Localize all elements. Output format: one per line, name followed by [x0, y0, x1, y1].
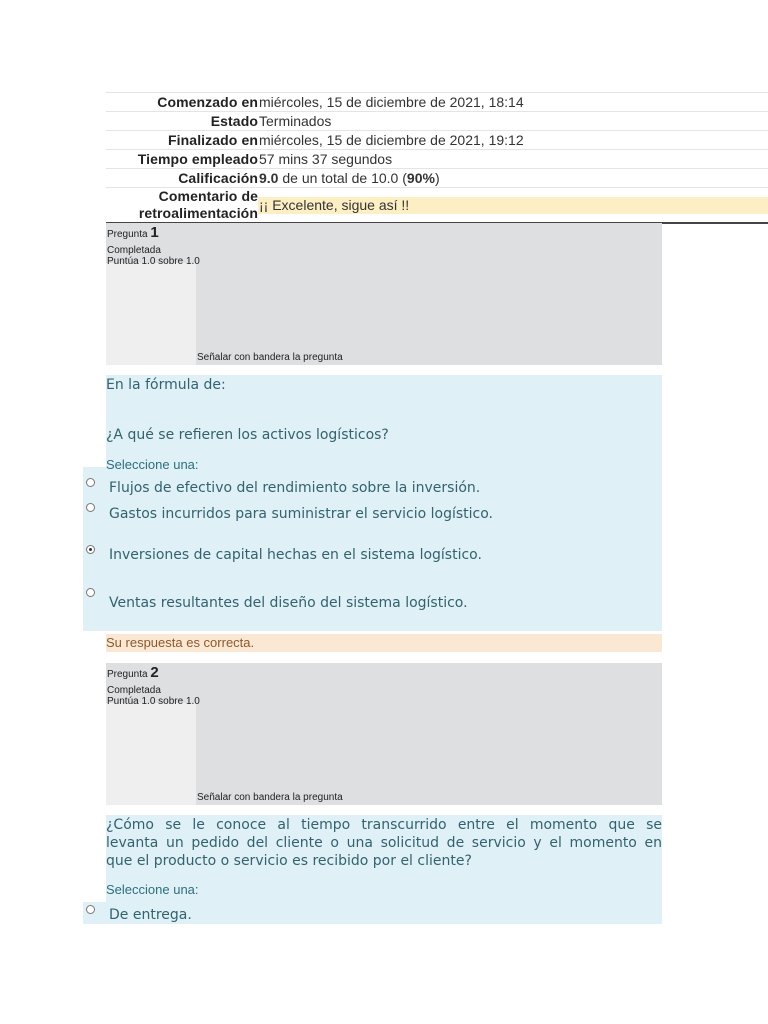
question-2-mark: Puntúa 1.0 sobre 1.0 — [107, 696, 200, 707]
summary-row-state — [106, 111, 768, 130]
state-label: Estado — [210, 113, 258, 129]
question-1-text-line-1: En la fórmula de: — [106, 377, 226, 393]
grade-close: ) — [434, 170, 440, 186]
started-label: Comenzado en — [157, 94, 258, 110]
question-1-outcome: Su respuesta es correcta. — [106, 634, 662, 652]
question-2-option-1[interactable]: De entrega. — [109, 907, 192, 923]
question-1-text — [106, 375, 662, 472]
question-1-flag-link[interactable]: Señalar con bandera la pregunta — [197, 352, 343, 363]
question-2-label: Pregunta — [107, 669, 148, 680]
question-1-option-3-radio[interactable] — [86, 545, 95, 554]
question-1-option-3[interactable]: Inversiones de capital hechas en el sistema logístico. — [109, 547, 482, 563]
question-1-prompt: Seleccione una: — [106, 457, 199, 472]
question-1-label: Pregunta — [107, 229, 148, 240]
feedback-label — [106, 188, 258, 222]
grade-total: de un total de 10.0 ( — [278, 170, 407, 186]
grade-value — [258, 170, 440, 186]
question-2-text-line-2: levanta un pedido del cliente o una solicitud de servicio y el momento en — [106, 835, 662, 851]
question-1-number — [107, 224, 159, 241]
question-1-info — [106, 223, 662, 365]
state-value: Terminados — [259, 113, 332, 129]
time-label: Tiempo empleado — [137, 151, 258, 167]
summary-row-finished — [106, 130, 768, 149]
attempt-summary — [106, 92, 768, 224]
summary-row-started — [106, 92, 768, 111]
question-1-mark: Puntúa 1.0 sobre 1.0 — [107, 256, 200, 267]
summary-row-grade — [106, 168, 768, 187]
grade-percent: 90% — [406, 170, 435, 186]
question-1-state-text: Completada — [107, 245, 161, 256]
question-1-option-4[interactable]: Ventas resultantes del diseño del sistema logístico. — [109, 595, 468, 611]
started-value: miércoles, 15 de diciembre de 2021, 18:14 — [259, 94, 524, 110]
question-2-prompt: Seleccione una: — [106, 882, 199, 897]
finished-value: miércoles, 15 de diciembre de 2021, 19:12 — [259, 132, 524, 148]
question-2-state — [107, 685, 200, 707]
grade-label: Calificación — [178, 170, 258, 186]
question-2-number-value: 2 — [150, 664, 159, 681]
question-1-option-4-radio[interactable] — [86, 588, 95, 597]
question-2-text-line-1: ¿Cómo se le conoce al tiempo transcurrido entre el momento que se — [106, 817, 662, 833]
question-1-text-line-2: ¿A qué se refieren los activos logísticos? — [106, 427, 389, 443]
question-2-info — [106, 663, 662, 805]
question-1-option-2[interactable]: Gastos incurridos para suministrar el servicio logístico. — [109, 506, 494, 522]
question-2-text-line-3: que el producto o servicio es recibido por el cliente? — [106, 853, 472, 869]
question-1-info-column — [106, 263, 196, 365]
question-2-text — [106, 815, 662, 902]
question-1-state — [107, 245, 200, 267]
question-1-option-1-radio[interactable] — [86, 478, 95, 487]
feedback-label-line-1: Comentario de — [158, 188, 258, 204]
question-2-number — [107, 664, 159, 681]
summary-row-feedback — [106, 187, 768, 224]
time-value: 57 mins 37 segundos — [259, 151, 393, 167]
finished-label: Finalizado en — [168, 132, 258, 148]
question-1-number-value: 1 — [150, 224, 159, 241]
question-2-option-1-radio[interactable] — [86, 905, 95, 914]
question-1-option-2-radio[interactable] — [86, 503, 95, 512]
question-2-state-text: Completada — [107, 685, 161, 696]
question-2-flag-link[interactable]: Señalar con bandera la pregunta — [197, 792, 343, 803]
feedback-value: ¡¡ Excelente, sigue así !! — [258, 197, 768, 214]
question-2-info-column — [106, 703, 196, 805]
summary-row-time — [106, 149, 768, 168]
question-1-option-1[interactable]: Flujos de efectivo del rendimiento sobre la inversión. — [109, 480, 481, 496]
feedback-label-line-2: retroalimentación — [138, 205, 258, 221]
grade-score: 9.0 — [259, 170, 279, 186]
